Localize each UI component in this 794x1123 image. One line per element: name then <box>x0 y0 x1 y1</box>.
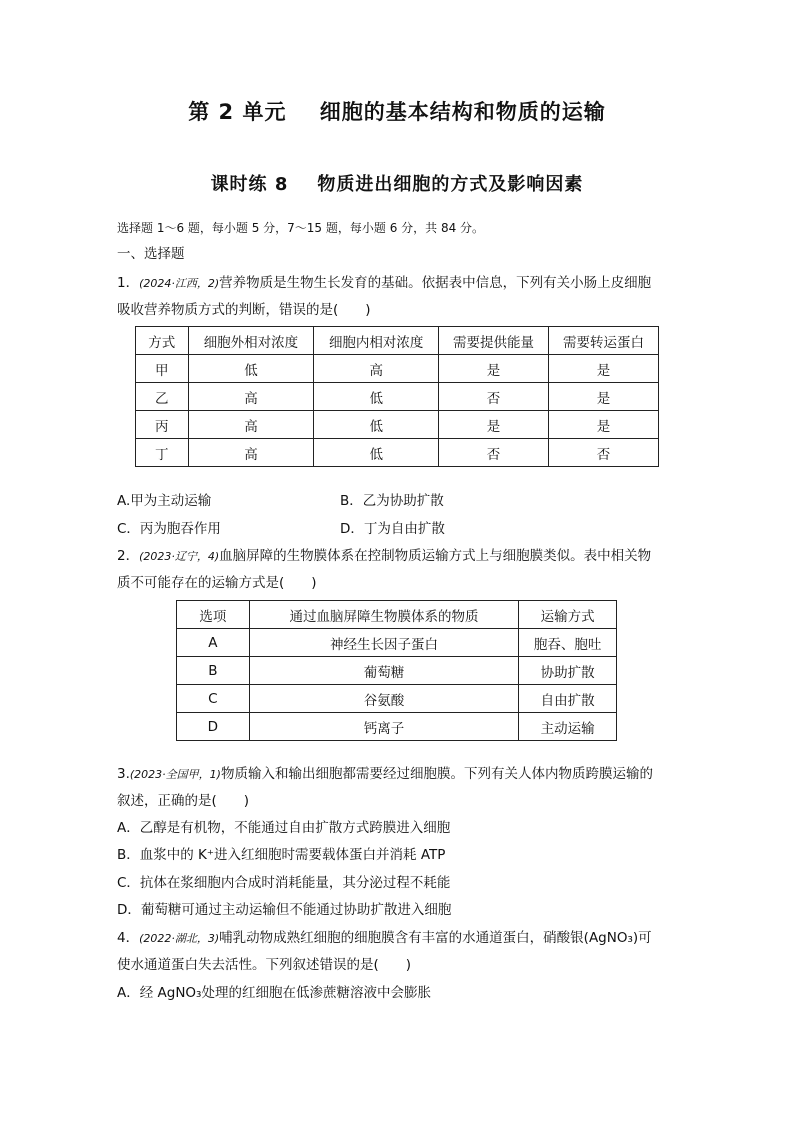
table-cell: 是 <box>549 383 659 411</box>
table-cell: 丙 <box>136 411 189 439</box>
table-row <box>177 657 617 685</box>
table-header: 细胞外相对浓度 <box>188 327 314 355</box>
unit-title: 第 2 单元 细胞的基本结构和物质的运输 <box>188 100 606 124</box>
table-cell: 高 <box>188 439 314 467</box>
table-cell: 高 <box>314 355 439 383</box>
table-header: 细胞内相对浓度 <box>314 327 439 355</box>
lesson-title: 课时练 8 物质进出细胞的方式及影响因素 <box>210 174 584 195</box>
question-text: 物质输入和输出细胞都需要经过细胞膜。下列有关人体内物质跨膜运输的 <box>220 766 653 782</box>
table-cell: 高 <box>188 411 314 439</box>
question-3-line1 <box>117 764 653 785</box>
table-cell: 高 <box>188 383 314 411</box>
table-header-row <box>136 327 659 355</box>
table-cell: 低 <box>314 411 439 439</box>
table-cell: C <box>177 685 250 713</box>
table-cell: 否 <box>549 439 659 467</box>
table-row <box>177 685 617 713</box>
table-header: 通过血脑屏障生物膜体系的物质 <box>249 601 519 629</box>
question-2-table <box>176 600 617 741</box>
option-b: B．血浆中的 K⁺进入红细胞时需要载体蛋白并消耗 ATP <box>117 847 446 863</box>
question-text: 营养物质是生物生长发育的基础。依据表中信息，下列有关小肠上皮细胞 <box>219 275 652 291</box>
question-text: 哺乳动物成熟红细胞的细胞膜含有丰富的水通道蛋白，硝酸银(AgNO₃)可 <box>219 930 652 946</box>
question-1-table <box>135 326 659 467</box>
table-cell: 是 <box>549 355 659 383</box>
question-2-line1 <box>117 546 651 567</box>
section-heading: 一、选择题 <box>117 246 185 262</box>
table-cell: B <box>177 657 250 685</box>
question-3-line2: 叙述，正确的是( ) <box>117 793 250 809</box>
table-header-row <box>177 601 617 629</box>
table-cell: 是 <box>549 411 659 439</box>
option-a: A．乙醇是有机物，不能通过自由扩散方式跨膜进入细胞 <box>117 820 451 836</box>
question-1-line2: 吸收营养物质方式的判断，错误的是( ) <box>117 302 371 318</box>
table-row <box>136 355 659 383</box>
table-row <box>136 439 659 467</box>
table-row <box>177 713 617 741</box>
table-cell: D <box>177 713 250 741</box>
table-cell: 乙 <box>136 383 189 411</box>
table-row <box>177 629 617 657</box>
question-number: 2． <box>117 548 140 564</box>
table-cell: 是 <box>439 355 549 383</box>
question-1-line1 <box>117 273 651 294</box>
question-source: (2024·江西，2) <box>139 277 220 290</box>
table-cell: 否 <box>439 383 549 411</box>
table-header: 需要转运蛋白 <box>549 327 659 355</box>
option-b: B．乙为协助扩散 <box>340 493 444 509</box>
table-cell: 否 <box>439 439 549 467</box>
option-d: D．丁为自由扩散 <box>340 521 445 537</box>
question-source: (2023·全国甲，1) <box>129 768 221 781</box>
table-cell: 葡萄糖 <box>249 657 519 685</box>
table-cell: 谷氨酸 <box>249 685 519 713</box>
question-source: (2022·湖北，3) <box>139 932 220 945</box>
question-number: 4． <box>117 930 140 946</box>
table-cell: 主动运输 <box>519 713 617 741</box>
table-cell: 是 <box>439 411 549 439</box>
table-cell: 钙离子 <box>249 713 519 741</box>
table-header: 需要提供能量 <box>439 327 549 355</box>
table-cell: 神经生长因子蛋白 <box>249 629 519 657</box>
table-cell: 低 <box>314 439 439 467</box>
table-cell: 协助扩散 <box>519 657 617 685</box>
table-cell: 丁 <box>136 439 189 467</box>
table-header: 运输方式 <box>519 601 617 629</box>
instructions: 选择题 1～6 题，每小题 5 分，7～15 题，每小题 6 分，共 84 分。 <box>117 221 485 235</box>
table-header: 方式 <box>136 327 189 355</box>
question-text: 血脑屏障的生物膜体系在控制物质运输方式上与细胞膜类似。表中相关物 <box>219 548 652 564</box>
question-number: 1． <box>117 275 140 291</box>
option-a: A．经 AgNO₃处理的红细胞在低渗蔗糖溶液中会膨胀 <box>117 985 431 1001</box>
question-4-line1 <box>117 928 652 949</box>
option-c: C．抗体在浆细胞内合成时消耗能量，其分泌过程不耗能 <box>117 875 451 891</box>
question-source: (2023·辽宁，4) <box>139 550 220 563</box>
question-number: 3. <box>117 766 130 782</box>
question-4-line2: 使水通道蛋白失去活性。下列叙述错误的是( ) <box>117 957 412 973</box>
table-cell: 低 <box>314 383 439 411</box>
question-2-line2: 质不可能存在的运输方式是( ) <box>117 575 317 591</box>
table-row <box>136 383 659 411</box>
option-d: D．葡萄糖可通过主动运输但不能通过协助扩散进入细胞 <box>117 902 452 918</box>
table-cell: 甲 <box>136 355 189 383</box>
table-cell: A <box>177 629 250 657</box>
table-cell: 低 <box>188 355 314 383</box>
table-cell: 胞吞、胞吐 <box>519 629 617 657</box>
table-cell: 自由扩散 <box>519 685 617 713</box>
option-a: A.甲为主动运输 <box>117 493 212 509</box>
table-row <box>136 411 659 439</box>
table-header: 选项 <box>177 601 250 629</box>
option-c: C．丙为胞吞作用 <box>117 521 221 537</box>
